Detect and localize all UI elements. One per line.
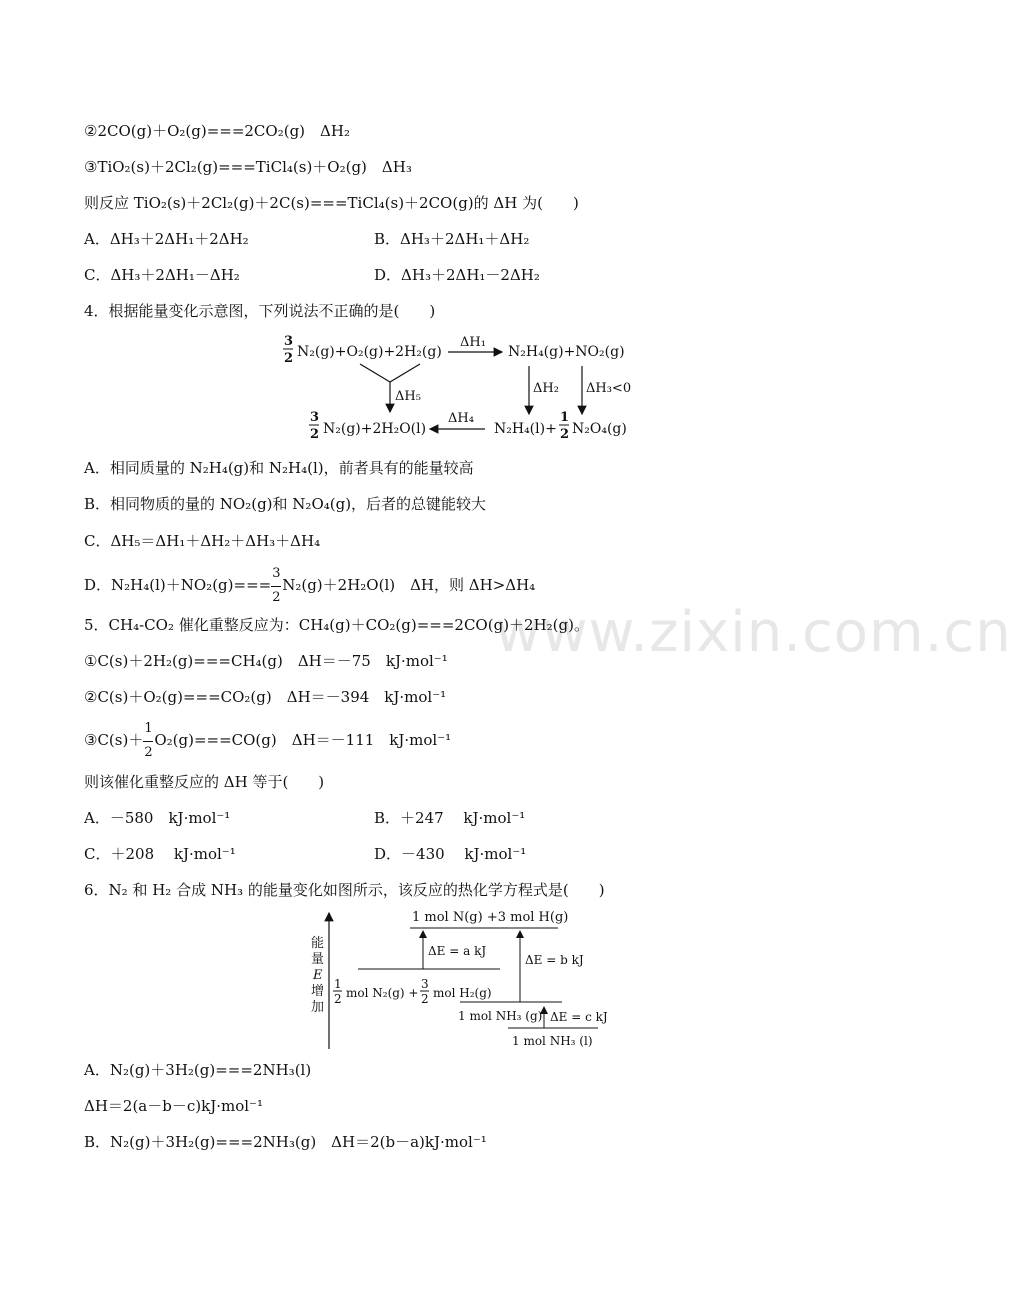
mid-frac2-num: 3 [421,977,429,991]
question-4-stem: 4．根据能量变化示意图，下列说法不正确的是( ) [84,302,436,320]
q4-option-c: C．ΔH₅＝ΔH₁＋ΔH₂＋ΔH₃＋ΔH₄ [84,532,321,550]
q5-option-d: D．－430 kJ·mol⁻¹ [374,845,527,863]
energy-cycle-diagram [280,332,650,444]
q6-option-b: B．N₂(g)＋3H₂(g)===2NH₃(g) ΔH＝2(b－a)kJ·mol⁻¹ [84,1133,487,1151]
equation-3: ③TiO₂(s)＋2Cl₂(g)===TiCl₄(s)＋O₂(g) ΔH₃ [84,158,412,176]
q4-option-a: A．相同质量的 N₂H₄(g)和 N₂H₄(l)，前者具有的能量较高 [84,459,474,477]
q4d-den: 2 [272,590,281,605]
dH4-label: ΔH₄ [448,411,474,426]
q4d-fraction [271,566,282,605]
bottom-left-species: N₂(g)+2H₂O(l) [323,421,427,437]
bottom-right-species-a: N₂H₄(l)+ [494,421,557,437]
q4d-part-a: D．N₂H₄(l)＋NO₂(g)=== [84,576,272,594]
level-top-label: 1 mol N(g) +3 mol H(g) [412,910,569,925]
level-mid-label-b: mol H₂(g) [433,986,492,1000]
frac-top-num: 3 [284,334,294,349]
axis-char-4: 增 [311,984,325,999]
q5-option-b: B．＋247 kJ·mol⁻¹ [374,809,526,827]
q5-reaction-1: ①C(s)＋2H₂(g)===CH₄(g) ΔH＝－75 kJ·mol⁻¹ [84,652,448,670]
q3-option-d: D．ΔH₃＋2ΔH₁－2ΔH₂ [374,266,540,284]
q5r3-fraction [143,721,154,760]
level-liquid-label: 1 mol NH₃ (l) [512,1034,593,1048]
q3-option-c: C．ΔH₃＋2ΔH₁－ΔH₂ [84,266,240,284]
q5r3-part-b: O₂(g)===CO(g) ΔH＝－111 kJ·mol⁻¹ [154,731,452,749]
frac-bottom-num: 3 [310,410,320,425]
q4d-num: 3 [272,566,281,581]
frac-n2o4-num: 1 [560,410,570,425]
energy-level-diagram [300,905,620,1053]
mid-frac-den: 2 [334,992,342,1006]
dEb-label: ΔE = b kJ [525,953,584,967]
question-6-stem: 6．N₂ 和 H₂ 合成 NH₃ 的能量变化如图所示，该反应的热化学方程式是( ) [84,881,605,899]
dH3-label: ΔH₃<0 [586,381,632,396]
dH2-label: ΔH₂ [533,381,559,396]
q5-option-a: A．－580 kJ·mol⁻¹ [84,809,231,827]
q4-option-b: B．相同物质的量的 NO₂(g)和 N₂O₄(g)，后者的总键能较大 [84,495,487,513]
question-3-stem: 则反应 TiO₂(s)＋2Cl₂(g)＋2C(s)===TiCl₄(s)＋2CO(g)的 ΔH 为( ) [84,194,579,212]
level-mid-label-a: mol N₂(g) + [346,986,419,1000]
mid-frac2-den: 2 [421,992,429,1006]
q6-option-a-line2: ΔH＝2(a－b－c)kJ·mol⁻¹ [84,1097,263,1115]
axis-char-5: 加 [311,1000,325,1015]
level-gas-label: 1 mol NH₃ (g) [458,1009,543,1023]
dEc-label: ΔE = c kJ [550,1010,608,1024]
top-left-species: N₂(g)+O₂(g)+2H₂(g) [297,344,442,360]
question-5-stem: 5．CH₄-CO₂ 催化重整反应为：CH₄(g)＋CO₂(g)===2CO(g)＋2H₂(g)。 [84,616,589,634]
q5-ask: 则该催化重整反应的 ΔH 等于( ) [84,773,325,791]
equation-2: ②2CO(g)＋O₂(g)===2CO₂(g) ΔH₂ [84,122,350,140]
q5-option-c: C．＋208 kJ·mol⁻¹ [84,845,236,863]
axis-char-2: 量 [311,952,325,967]
q5-reaction-2: ②C(s)＋O₂(g)===CO₂(g) ΔH＝－394 kJ·mol⁻¹ [84,688,447,706]
q4-option-d [84,566,536,605]
dEa-label: ΔE = a kJ [428,944,487,958]
q4d-part-b: N₂(g)＋2H₂O(l) ΔH，则 ΔH>ΔH₄ [282,576,536,594]
q5r3-num: 1 [144,721,153,736]
frac-top-den: 2 [284,351,294,366]
axis-char-3: E [313,968,323,983]
frac-bottom-den: 2 [310,427,320,442]
dH1-label: ΔH₁ [460,335,486,350]
mid-frac-num: 1 [334,977,342,991]
q6-option-a-line1: A．N₂(g)＋3H₂(g)===2NH₃(l) [84,1061,312,1079]
bottom-right-species-b: N₂O₄(g) [572,421,627,437]
q3-option-b: B．ΔH₃＋2ΔH₁＋ΔH₂ [374,230,530,248]
q5r3-part-a: ③C(s)＋ [84,731,144,749]
frac-n2o4-den: 2 [560,427,570,442]
axis-char-1: 能 [311,936,325,951]
dH5-label: ΔH₅ [395,389,421,404]
q5r3-den: 2 [144,745,153,760]
q5-reaction-3 [84,721,452,760]
q3-option-a: A．ΔH₃＋2ΔH₁＋2ΔH₂ [84,230,249,248]
watermark: www.zixin.com.cn [495,600,1012,665]
top-right-species: N₂H₄(g)+NO₂(g) [508,344,625,360]
